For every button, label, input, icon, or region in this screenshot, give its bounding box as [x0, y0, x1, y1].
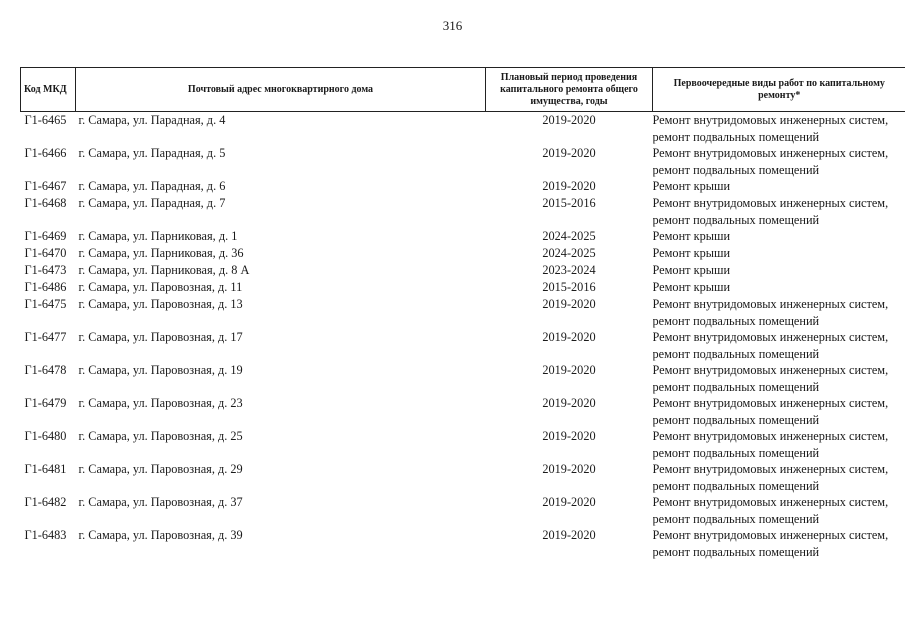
- row-works-line: ремонт подвальных помещений: [652, 129, 820, 144]
- table-row: [21, 494, 905, 527]
- row-works-line: Ремонт внутридомовых инженерных систем,: [652, 396, 889, 410]
- row-address: г. Самара, ул. Парниковая, д. 1: [78, 229, 238, 243]
- row-works-line: ремонт подвальных помещений: [652, 379, 820, 394]
- table-row: [21, 178, 905, 195]
- header-period: Плановый период проведения капитального ремонта общего имущества, годы: [486, 68, 653, 112]
- row-works-line: ремонт подвальных помещений: [652, 412, 820, 427]
- row-works-line: Ремонт внутридомовых инженерных систем,: [652, 330, 889, 344]
- table-row: [21, 296, 905, 329]
- row-period: 2019-2020: [542, 146, 596, 160]
- row-works: [653, 245, 905, 262]
- table-row: [21, 527, 905, 560]
- row-works-line: ремонт подвальных помещений: [652, 445, 820, 460]
- row-address: г. Самара, ул. Паровозная, д. 25: [78, 429, 243, 443]
- table-header: [21, 68, 905, 112]
- row-works-line: ремонт подвальных помещений: [652, 346, 820, 361]
- row-works-line: ремонт подвальных помещений: [652, 313, 820, 328]
- table-row: [21, 145, 905, 178]
- row-period: 2019-2020: [542, 462, 596, 476]
- row-address: г. Самара, ул. Паровозная, д. 13: [78, 297, 243, 311]
- row-works-line: Ремонт внутридомовых инженерных систем,: [652, 146, 889, 160]
- row-address: г. Самара, ул. Парадная, д. 7: [78, 196, 226, 210]
- page-number: 316: [442, 18, 463, 33]
- row-address: г. Самара, ул. Парниковая, д. 36: [78, 246, 244, 260]
- row-period: 2015-2016: [542, 280, 596, 294]
- row-works-line: Ремонт внутридомовых инженерных систем,: [652, 462, 889, 476]
- row-works: [653, 112, 905, 146]
- row-code: Г1-6480: [24, 429, 67, 443]
- row-works: [653, 279, 905, 296]
- row-works-line: Ремонт внутридомовых инженерных систем,: [652, 113, 889, 127]
- row-period: 2019-2020: [542, 113, 596, 127]
- row-works: [653, 395, 905, 428]
- row-works-line: Ремонт внутридомовых инженерных систем,: [652, 528, 889, 542]
- row-period: 2019-2020: [542, 528, 596, 542]
- row-works-line: Ремонт крыши: [652, 229, 731, 243]
- row-works-line: Ремонт внутридомовых инженерных систем,: [652, 429, 889, 443]
- row-works: [653, 362, 905, 395]
- row-address: г. Самара, ул. Паровозная, д. 19: [78, 363, 243, 377]
- row-code: Г1-6465: [24, 113, 67, 127]
- row-period: 2019-2020: [542, 495, 596, 509]
- row-works: [653, 428, 905, 461]
- row-works-line: Ремонт внутридомовых инженерных систем,: [652, 363, 889, 377]
- row-period: 2019-2020: [542, 396, 596, 410]
- row-address: г. Самара, ул. Парадная, д. 5: [78, 146, 226, 160]
- row-works: [653, 296, 905, 329]
- row-period: 2019-2020: [542, 330, 596, 344]
- table-row: [21, 228, 905, 245]
- row-address: г. Самара, ул. Парадная, д. 4: [78, 113, 226, 127]
- row-works: [653, 461, 905, 494]
- row-period: 2015-2016: [542, 196, 596, 210]
- row-code: Г1-6469: [24, 229, 67, 243]
- row-works: [653, 494, 905, 527]
- row-code: Г1-6477: [24, 330, 67, 344]
- row-period: 2019-2020: [542, 179, 596, 193]
- table-row: [21, 362, 905, 395]
- row-address: г. Самара, ул. Паровозная, д. 23: [78, 396, 243, 410]
- row-address: г. Самара, ул. Паровозная, д. 37: [78, 495, 243, 509]
- row-code: Г1-6486: [24, 280, 67, 294]
- table-body: [21, 112, 905, 561]
- row-works: [653, 228, 905, 245]
- row-address: г. Самара, ул. Парниковая, д. 8 А: [78, 263, 250, 277]
- repair-schedule-table: [20, 67, 905, 560]
- row-works: [653, 527, 905, 560]
- table-row: [21, 279, 905, 296]
- row-works-line: Ремонт внутридомовых инженерных систем,: [652, 495, 889, 509]
- row-code: Г1-6482: [24, 495, 67, 509]
- header-works: Первоочередные виды работ по капитальному ремонту*: [653, 68, 905, 112]
- row-period: 2024-2025: [542, 246, 596, 260]
- header-address: Почтовый адрес многоквартирного дома: [76, 68, 486, 112]
- row-code: Г1-6470: [24, 246, 67, 260]
- row-works-line: Ремонт крыши: [652, 263, 731, 277]
- row-works-line: Ремонт крыши: [652, 280, 731, 294]
- row-code: Г1-6479: [24, 396, 67, 410]
- row-works-line: Ремонт крыши: [652, 179, 731, 193]
- row-code: Г1-6468: [24, 196, 67, 210]
- row-period: 2024-2025: [542, 229, 596, 243]
- row-works-line: Ремонт крыши: [652, 246, 731, 260]
- header-code: Код МКД: [21, 68, 76, 112]
- row-works-line: Ремонт внутридомовых инженерных систем,: [652, 297, 889, 311]
- row-period: 2019-2020: [542, 363, 596, 377]
- table-row: [21, 329, 905, 362]
- row-address: г. Самара, ул. Паровозная, д. 17: [78, 330, 243, 344]
- table-row: [21, 428, 905, 461]
- table-row: [21, 195, 905, 228]
- row-code: Г1-6481: [24, 462, 67, 476]
- row-works-line: Ремонт внутридомовых инженерных систем,: [652, 196, 889, 210]
- row-period: 2019-2020: [542, 297, 596, 311]
- row-works-line: ремонт подвальных помещений: [652, 544, 820, 559]
- row-address: г. Самара, ул. Паровозная, д. 29: [78, 462, 243, 476]
- row-address: г. Самара, ул. Паровозная, д. 11: [78, 280, 243, 294]
- row-code: Г1-6473: [24, 263, 67, 277]
- row-works-line: ремонт подвальных помещений: [652, 212, 820, 227]
- row-works: [653, 178, 905, 195]
- table-row: [21, 262, 905, 279]
- row-code: Г1-6483: [24, 528, 67, 542]
- table-row: [21, 112, 905, 146]
- row-period: 2023-2024: [542, 263, 596, 277]
- row-code: Г1-6467: [24, 179, 67, 193]
- table-row: [21, 245, 905, 262]
- row-address: г. Самара, ул. Парадная, д. 6: [78, 179, 226, 193]
- row-works-line: ремонт подвальных помещений: [652, 511, 820, 526]
- table-row: [21, 461, 905, 494]
- row-works: [653, 262, 905, 279]
- row-address: г. Самара, ул. Паровозная, д. 39: [78, 528, 243, 542]
- row-code: Г1-6475: [24, 297, 67, 311]
- row-works: [653, 329, 905, 362]
- row-code: Г1-6478: [24, 363, 67, 377]
- row-works-line: ремонт подвальных помещений: [652, 478, 820, 493]
- row-code: Г1-6466: [24, 146, 67, 160]
- table-row: [21, 395, 905, 428]
- row-works: [653, 195, 905, 228]
- row-works: [653, 145, 905, 178]
- row-period: 2019-2020: [542, 429, 596, 443]
- row-works-line: ремонт подвальных помещений: [652, 162, 820, 177]
